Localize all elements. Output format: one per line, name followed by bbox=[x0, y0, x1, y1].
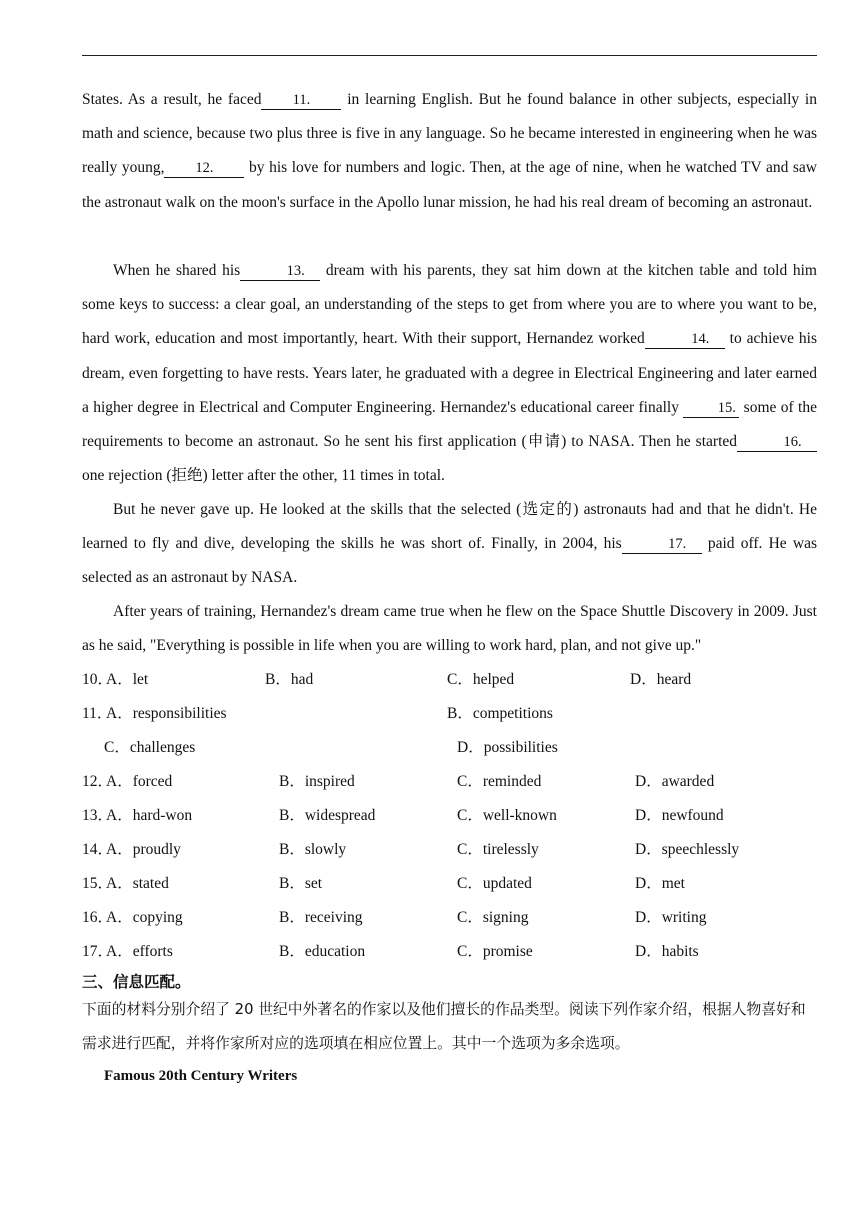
passage-text: dream with his parents, they sat him down at the kitchen table and told him some keys to success: a clear goal, an understanding of the steps to get from where you are to where you want to be, hard work, education and most importantly, heart. With their support, Hernandez worked bbox=[82, 262, 817, 348]
blank-12[interactable]: 12. bbox=[164, 159, 244, 178]
option-b[interactable]: B．slowly bbox=[279, 841, 347, 858]
passage-text: some of the requirements to become an astronaut. So he sent his first application (申请) to NASA. Then he started bbox=[82, 398, 817, 451]
option-c[interactable]: C．promise bbox=[457, 943, 533, 960]
blank-17[interactable]: 17. bbox=[622, 535, 702, 554]
option-d[interactable]: D．awarded bbox=[635, 773, 715, 790]
option-c[interactable]: C．well-known bbox=[457, 807, 557, 824]
option-b[interactable]: B．widespread bbox=[279, 807, 376, 824]
question-number: 17． bbox=[82, 943, 114, 960]
passage-text: paid off. He was selected as an astronaut by NASA. bbox=[82, 535, 817, 587]
passage-text: one rejection (拒绝) letter after the other, 11 times in total. bbox=[82, 467, 445, 485]
option-c[interactable]: C．reminded bbox=[457, 773, 542, 790]
option-c[interactable]: C．helped bbox=[447, 671, 515, 688]
passage-paragraph-4: After years of training, Hernandez's dream came true when he flew on the Space Shuttle Discovery in 2009. Just as he said, "Everything is possible in life when you are willing to work hard, plan, and not give up." bbox=[82, 603, 817, 655]
question-number: 13． bbox=[82, 807, 114, 824]
passage-text: to achieve his dream, even forgetting to have rests. Years later, he graduated with a degree in Electrical Engineering and later earned a higher degree in Electrical and Computer Engineering. Hernandez's educational career finally bbox=[82, 330, 817, 416]
option-b[interactable]: B．inspired bbox=[279, 773, 355, 790]
option-c[interactable]: C．updated bbox=[457, 875, 532, 892]
option-d[interactable]: D．writing bbox=[635, 909, 707, 926]
option-b[interactable]: B．competitions bbox=[447, 705, 553, 722]
question-number: 10． bbox=[82, 671, 114, 688]
option-a[interactable]: A．efforts bbox=[106, 943, 173, 960]
option-b[interactable]: B．set bbox=[279, 875, 323, 892]
option-a[interactable]: A．stated bbox=[106, 875, 169, 892]
option-b[interactable]: B．receiving bbox=[279, 909, 363, 926]
blank-11[interactable]: 11. bbox=[261, 91, 341, 110]
option-c[interactable]: C．tirelessly bbox=[457, 841, 539, 858]
option-d[interactable]: D．met bbox=[635, 875, 685, 892]
option-d[interactable]: D．speechlessly bbox=[635, 841, 740, 858]
blank-14[interactable]: 14. bbox=[645, 330, 725, 349]
option-a[interactable]: A．let bbox=[106, 671, 149, 688]
option-a[interactable]: A．copying bbox=[106, 909, 183, 926]
header-rule bbox=[82, 55, 817, 56]
passage-text: States. As a result, he faced bbox=[82, 91, 262, 108]
passage-text: When he shared his bbox=[113, 262, 241, 279]
option-d[interactable]: D．heard bbox=[630, 671, 692, 688]
option-a[interactable]: A．responsibilities bbox=[106, 705, 227, 722]
option-d[interactable]: D．habits bbox=[635, 943, 699, 960]
option-c[interactable]: C．challenges bbox=[104, 739, 196, 756]
passage-text: in learning English. But he found balance in other subjects, especially in math and science, because two plus three is five in any language. So he became interested in engineering when he was really young, bbox=[82, 91, 817, 177]
option-b[interactable]: B．had bbox=[265, 671, 314, 688]
writers-heading: Famous 20th Century Writers bbox=[104, 1068, 298, 1084]
blank-16[interactable]: 16. bbox=[737, 433, 817, 452]
question-number: 16． bbox=[82, 909, 114, 926]
passage-paragraph-2 bbox=[82, 254, 817, 493]
question-number: 14． bbox=[82, 841, 114, 858]
option-a[interactable]: A．hard-won bbox=[106, 807, 193, 824]
option-d[interactable]: D．newfound bbox=[635, 807, 724, 824]
option-b[interactable]: B．education bbox=[279, 943, 366, 960]
question-number: 11． bbox=[82, 705, 113, 722]
question-number: 15． bbox=[82, 875, 114, 892]
passage-text: But he never gave up. He looked at the skills that the selected (选定的) astronauts had and that he didn't. He learned to fly and dive, developing the skills he was short of. Finally, in 2004, his bbox=[82, 501, 817, 553]
section-title: 三、信息匹配。 bbox=[82, 973, 191, 991]
passage-paragraph-3 bbox=[82, 493, 817, 596]
passage-paragraph-1 bbox=[82, 83, 817, 220]
question-number: 12． bbox=[82, 773, 114, 790]
blank-13[interactable]: 13. bbox=[240, 262, 320, 281]
section-instructions: 下面的材料分别介绍了 20 世纪中外著名的作家以及他们擅长的作品类型。阅读下列作家介绍，根据人物喜好和需求进行匹配，并将作家所对应的选项填在相应位置上。其中一个选项为多余选项。 bbox=[82, 1001, 806, 1052]
option-c[interactable]: C．signing bbox=[457, 909, 529, 926]
option-a[interactable]: A．forced bbox=[106, 773, 173, 790]
passage-text: by his love for numbers and logic. Then, at the age of nine, when he watched TV and saw the astronaut walk on the moon's surface in the Apollo lunar mission, he had his real dream of becoming an astronaut. bbox=[82, 159, 817, 211]
blank-15[interactable]: 15. bbox=[683, 399, 739, 418]
option-a[interactable]: A．proudly bbox=[106, 841, 181, 858]
option-d[interactable]: D．possibilities bbox=[457, 739, 558, 756]
